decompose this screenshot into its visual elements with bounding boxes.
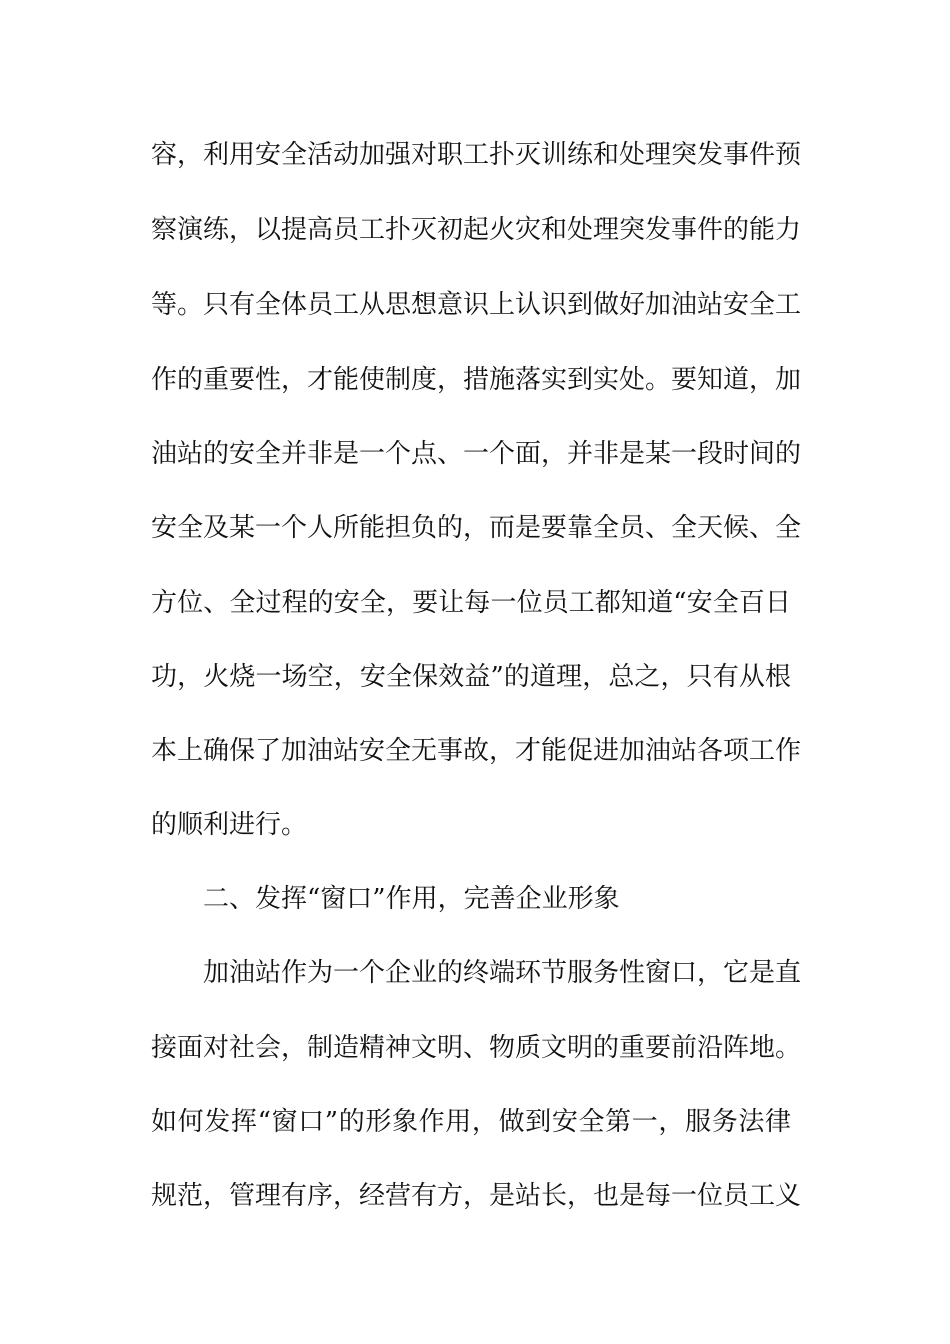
paragraph2-line-4: 规范，管理有序，经营有方，是站长，也是每一位员工义	[151, 1181, 802, 1211]
paragraph1-line-2: 察演练，以提高员工扑灭初起火灾和处理突发事件的能力	[151, 215, 802, 245]
paragraph1-line-10: 的顺利进行。	[151, 810, 308, 840]
paragraph1-line-7: 方位、全过程的安全，要让每一位员工都知道“安全百日	[151, 588, 791, 618]
paragraph1-line-1: 容，利用安全活动加强对职工扑灭训练和处理突发事件预	[151, 140, 802, 170]
paragraph1-line-6: 安全及某一个人所能担负的，而是要靠全员、全天候、全	[151, 513, 802, 543]
paragraph2-line-3: 如何发挥“窗口”的形象作用，做到安全第一，服务法律	[151, 1107, 791, 1137]
paragraph2-line-1: 加油站作为一个企业的终端环节服务性窗口，它是直	[203, 958, 802, 988]
paragraph1-line-8: 功，火烧一场空，安全保效益”的道理，总之，只有从根	[151, 662, 791, 692]
paragraph1-line-9: 本上确保了加油站安全无事故，才能促进加油站各项工作	[151, 736, 802, 766]
paragraph1-line-4: 作的重要性，才能使制度，措施落实到实处。要知道，加	[151, 365, 802, 395]
section-heading: 二、发挥“窗口”作用，完善企业形象	[203, 884, 620, 914]
paragraph2-line-2: 接面对社会，制造精神文明、物质文明的重要前沿阵地。	[151, 1033, 802, 1063]
paragraph1-line-3: 等。只有全体员工从思想意识上认识到做好加油站安全工	[151, 290, 802, 320]
paragraph1-line-5: 油站的安全并非是一个点、一个面，并非是某一段时间的	[151, 439, 802, 469]
